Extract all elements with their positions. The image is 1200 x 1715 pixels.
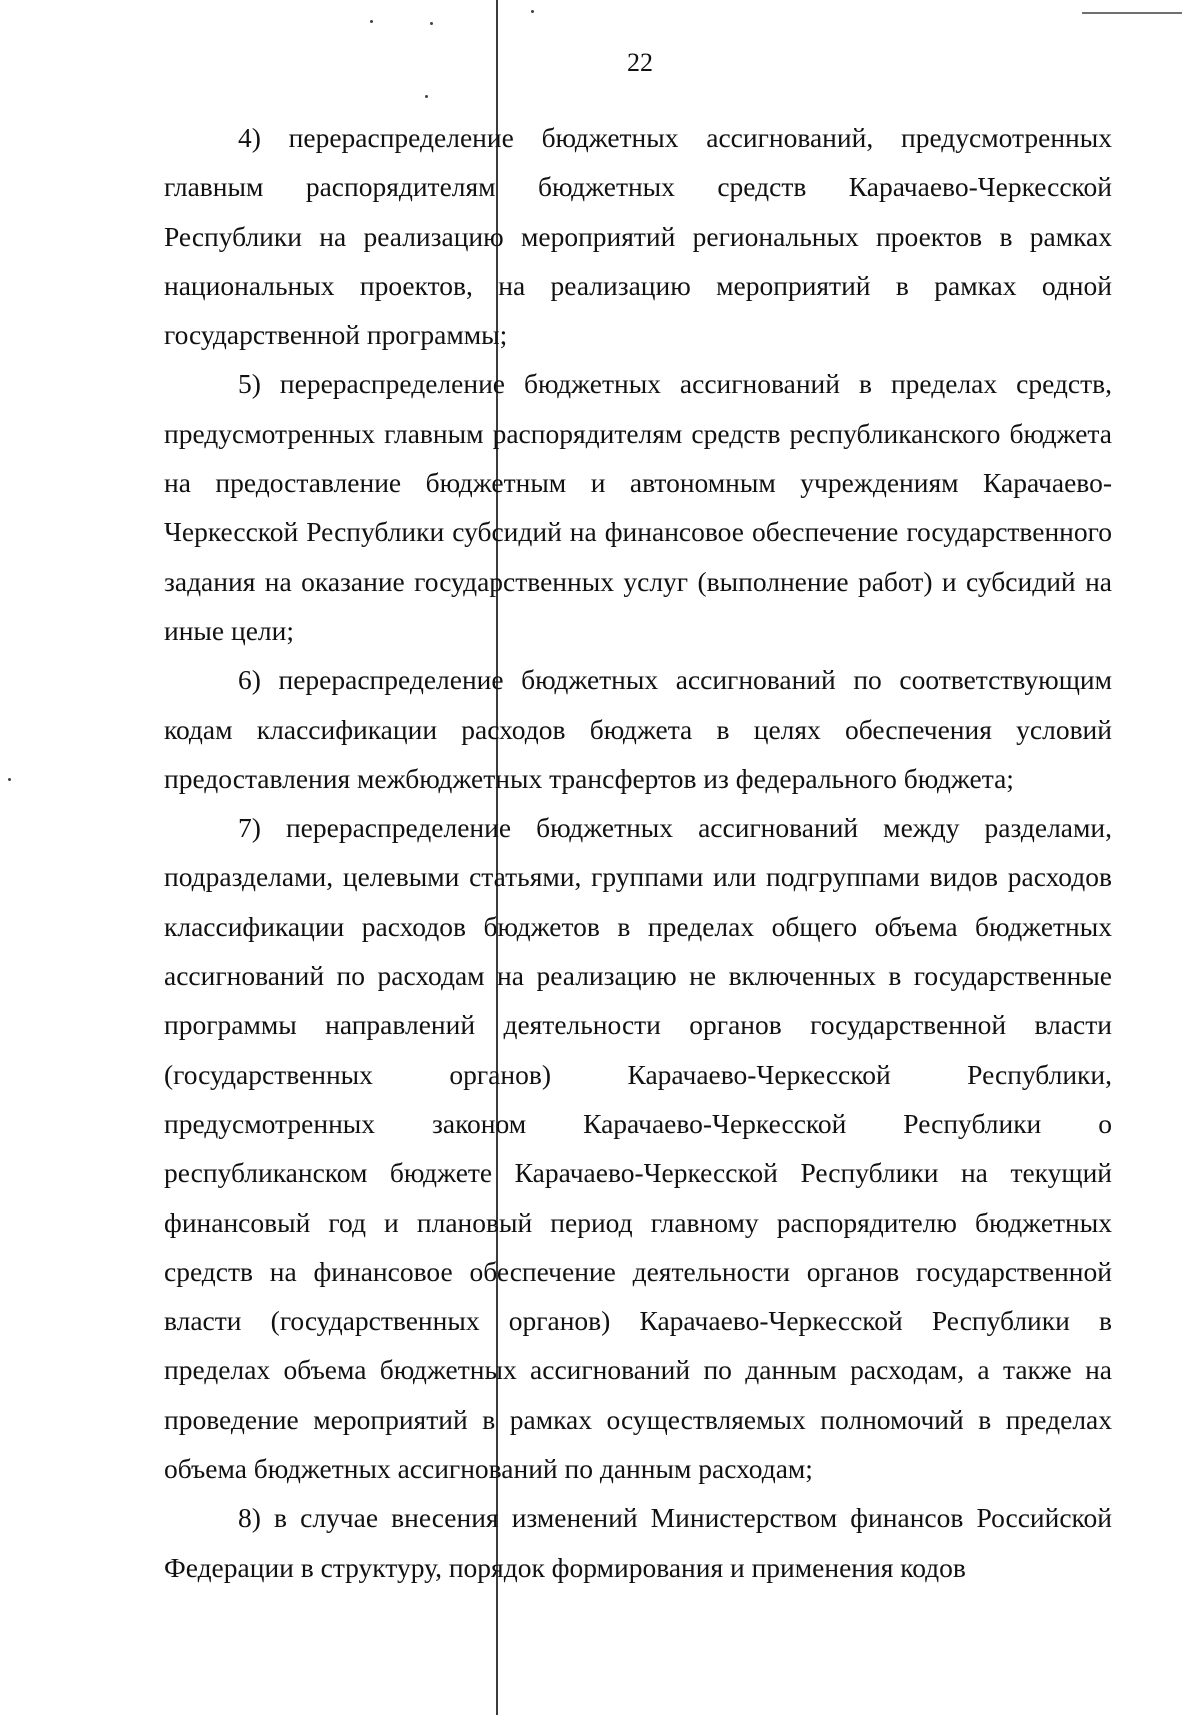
scan-corner-mark (1082, 12, 1182, 14)
paragraph-item-4: 4) перераспределение бюджетных ассигнований, предусмотренных главным распорядителям бюджетных средств Карачаево-Черкесской Республики на реализацию мероприятий региональных проектов в рамках национальных проектов, на реализацию мероприятий в рамках одной государственной программы; (164, 122, 1112, 351)
paragraph-item-7: 7) перераспределение бюджетных ассигнований между разделами, подразделами, целевыми статьями, группами или подгруппами видов расходов классификации расходов бюджетов в пределах общего объема бюджетных ассигнований по расходам на реализацию не включенных в государственные программы направлений деятельности органов государственной власти (государственных органов) Карачаево-Черкесской Республики, предусмотренных законом Карачаево-Черкесской Республики о республиканском бюджете Карачаево-Черкесской Республики на текущий финансовый год и плановый период главному распорядителю бюджетных средств на финансовое обеспечение деятельности органов государственной власти (государственных органов) Карачаево-Черкесской Республики в пределах объема бюджетных ассигнований по данным расходам, а также на проведение мероприятий в рамках осуществляемых полномочий в пределах объема бюджетных ассигнований по данным расходам; (164, 812, 1112, 1485)
paragraph-item-8: 8) в случае внесения изменений Министерством финансов Российской Федерации в структуру, порядок формирования и применения кодов (164, 1502, 1112, 1583)
scan-speck (370, 20, 373, 23)
paragraph-item-6: 6) перераспределение бюджетных ассигнований по соответствующим кодам классификации расходов бюджета в целях обеспечения условий предоставления межбюджетных трансфертов из федерального бюджета; (164, 664, 1112, 794)
scan-speck (425, 95, 428, 98)
scan-speck (8, 778, 11, 781)
scan-speck (531, 10, 534, 13)
paragraph-item-5: 5) перераспределение бюджетных ассигнований в пределах средств, предусмотренных главным распорядителям средств республиканского бюджета на предоставление бюджетным и автономным учреждениям Карачаево-Черкесской Республики субсидий на финансовое обеспечение государственного задания на оказание государственных услуг (выполнение работ) и субсидий на иные цели; (164, 368, 1112, 646)
document-body (164, 113, 1112, 1592)
scan-speck (430, 22, 433, 25)
page-number: 22 (627, 48, 653, 77)
